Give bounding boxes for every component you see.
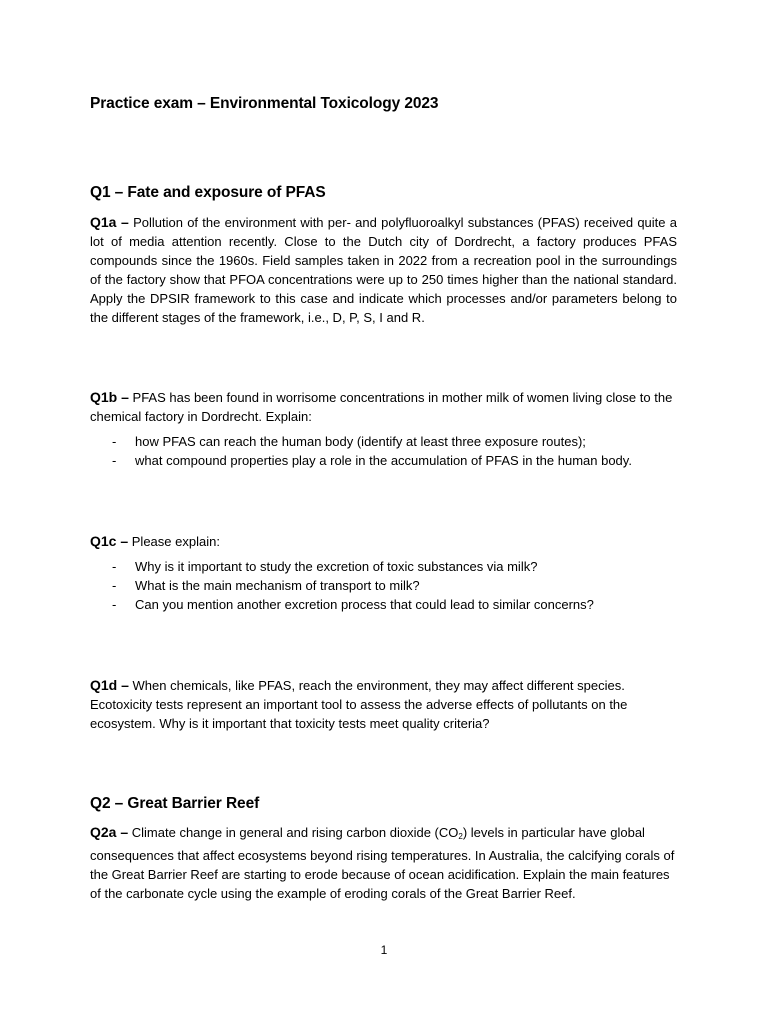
question-q2a — [90, 823, 677, 903]
question-text-q1b: PFAS has been found in worrisome concentrations in mother milk of women living close to the chemical factory in Dordrecht. Explain: — [90, 390, 673, 424]
question-text-q1d: When chemicals, like PFAS, reach the environment, they may affect different species. Ecotoxicity tests represent an important tool to assess the adverse effects of pollutants on the ecosystem. Why is it important that toxicity tests meet quality criteria? — [90, 678, 628, 731]
document-title: Practice exam – Environmental Toxicology 2023 — [90, 95, 439, 112]
dash-marker: - — [112, 578, 117, 593]
section-title-q1: Q1 – Fate and exposure of PFAS — [90, 184, 326, 201]
list-item-text: what compound properties play a role in the accumulation of PFAS in the human body. — [135, 453, 632, 468]
list-item-text: Can you mention another excretion process that could lead to similar concerns? — [135, 597, 594, 612]
question-text-q1c: Please explain: — [131, 534, 220, 549]
question-q1c-list — [90, 557, 677, 614]
list-item-text: What is the main mechanism of transport to milk? — [135, 578, 420, 593]
dash-marker: - — [112, 597, 117, 612]
question-label-q1c: Q1c – — [90, 533, 129, 549]
list-item — [90, 432, 677, 451]
question-label-q2a: Q2a – — [90, 824, 129, 840]
dash-marker: - — [112, 434, 117, 449]
list-item — [90, 576, 677, 595]
question-label-q1d: Q1d – — [90, 677, 129, 693]
question-q2a-paragraph — [90, 823, 677, 903]
question-q1c-paragraph — [90, 532, 677, 551]
dash-marker: - — [112, 453, 117, 468]
question-q1a-paragraph — [90, 213, 677, 327]
question-text-q2a-end: ) levels in particular have global consequences that affect ecosystems beyond rising temperatures. In Australia, the calcifying corals of the Great Barrier Reef are starting to erode because of ocean acidification. Explain the main features of the carbonate cycle using the example of eroding corals of the Great Barrier Reef. — [90, 825, 675, 901]
question-q1d-paragraph — [90, 676, 677, 733]
list-item — [90, 595, 677, 614]
list-item-text: how PFAS can reach the human body (identify at least three exposure routes); — [135, 434, 586, 449]
list-item — [90, 451, 677, 470]
question-q1b-paragraph — [90, 388, 677, 426]
list-item-text: Why is it important to study the excretion of toxic substances via milk? — [135, 559, 538, 574]
question-text-q1a: Pollution of the environment with per- and polyfluoroalkyl substances (PFAS) received quite a lot of media attention recently. Close to the Dutch city of Dordrecht, a factory produces PFAS compounds since the 1960s. Field samples taken in 2022 from a recreation pool in the surroundings of the factory show that PFOA concentrations were up to 250 times higher than the national standard. Apply the DPSIR framework to this case and indicate which processes and/or parameters belong to the different stages of the framework, i.e., D, P, S, I and R. — [90, 215, 677, 325]
dash-marker: - — [112, 559, 117, 574]
question-label-q1a: Q1a – — [90, 214, 129, 230]
question-text-q2a-start: Climate change in general and rising carbon dioxide (CO — [131, 825, 459, 840]
question-q1c — [90, 532, 677, 614]
question-q1a — [90, 213, 677, 327]
page-number: 1 — [380, 943, 388, 957]
section-title-q2: Q2 – Great Barrier Reef — [90, 795, 260, 812]
question-q1b-list — [90, 432, 677, 470]
question-label-q1b: Q1b – — [90, 389, 129, 405]
list-item — [90, 557, 677, 576]
question-q1d — [90, 676, 677, 733]
co2-subscript: 2 — [458, 832, 463, 841]
question-q1b — [90, 388, 677, 470]
